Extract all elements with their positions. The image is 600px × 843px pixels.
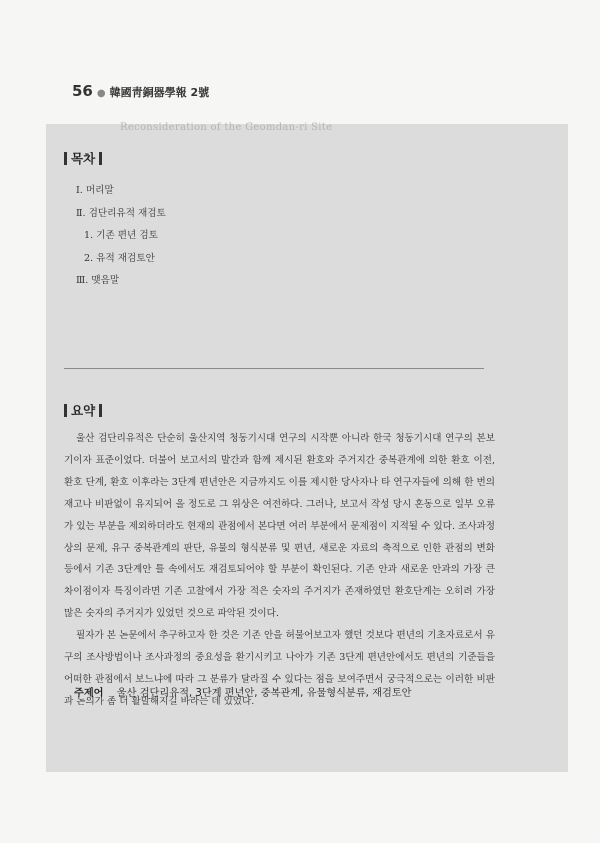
bullet-icon: ● <box>96 88 106 99</box>
table-of-contents <box>76 180 166 293</box>
toc-subitem: 1. 기존 편년 검토 <box>84 230 158 242</box>
toc-heading <box>64 149 102 167</box>
keywords-text: 울산 검단리유적, 3단계 편년안, 중복관계, 유물형식분류, 재검토안 <box>116 688 412 699</box>
heading-bar-icon <box>64 152 67 165</box>
abstract-paragraph: 필자가 본 논문에서 추구하고자 한 것은 기존 안을 허물어보고자 했던 것보다 편년의 기초자료로서 유구의 조사방법이나 조사과정의 중요성을 환기시키고 나아가 기존 3단계 편년안에서도 편년의 기준들을 어떠한 관점에서 보느냐에 따라 그 분류가 달라질 수 있다는 점을 보여주면서 궁극적으로는 이러한 비판과 논의가 좀 더 활발해지길 바라는 데 있었다. <box>64 630 495 707</box>
heading-bar-icon <box>99 404 102 417</box>
journal-title: 韓國靑銅器學報 2號 <box>109 86 210 99</box>
toc-item: Ⅱ. 검단리유적 재검토 <box>76 207 166 219</box>
bleed-through-text: Reconsideration of the Geomdan-ri Site <box>120 122 333 133</box>
section-divider <box>64 368 484 369</box>
abstract-paragraph: 울산 검단리유적은 단순히 울산지역 청동기시대 연구의 시작뿐 아니라 한국 청동기시대 연구의 본보기이자 표준이었다. 더불어 보고서의 발간과 함께 제시된 환호와 주거지간 중복관계에 의한 환호 이전, 환호 단계, 환호 이후라는 3단계 편년안은 지금까지도 이를 제시한 당사자나 타 연구자들에 의해 한 번의 재고나 비판없이 유지되어 올 정도로 그 위상은 여전하다. 그러나, 보고서 작성 당시 혼동으로 일부 오류가 있는 부분을 제외하더라도 현재의 관점에서 본다면 여러 부분에서 문제점이 지적될 수 있다. 조사과정상의 문제, 유구 중복관계의 판단, 유물의 형식분류 및 편년, 새로운 자료의 축적으로 인한 관점의 변화 등에서 기존 3단계안 틀 속에서도 재검토되어야 할 부분이 확인된다. 기존 안과 새로운 안과의 가장 큰 차이점이자 특징이라면 기존 고찰에서 가장 적은 숫자의 주거지가 존재하였던 환호단계는 오히려 가장 많은 숫자의 주거지가 있었던 것으로 파악된 것이다. <box>64 433 496 620</box>
keywords-line <box>74 684 412 699</box>
running-header <box>72 82 209 100</box>
heading-bar-icon <box>99 152 102 165</box>
toc-subitem: 2. 유적 재검토안 <box>84 252 155 264</box>
toc-item: Ⅰ. 머리말 <box>76 185 114 196</box>
toc-title: 목차 <box>71 151 96 166</box>
abstract-body <box>64 428 495 713</box>
heading-bar-icon <box>64 404 67 417</box>
page-number: 56 <box>72 82 93 100</box>
keywords-label: 주제어 <box>74 688 104 699</box>
toc-item: Ⅲ. 맺음말 <box>76 275 120 287</box>
abstract-heading <box>64 401 102 419</box>
abstract-title: 요약 <box>71 403 96 418</box>
